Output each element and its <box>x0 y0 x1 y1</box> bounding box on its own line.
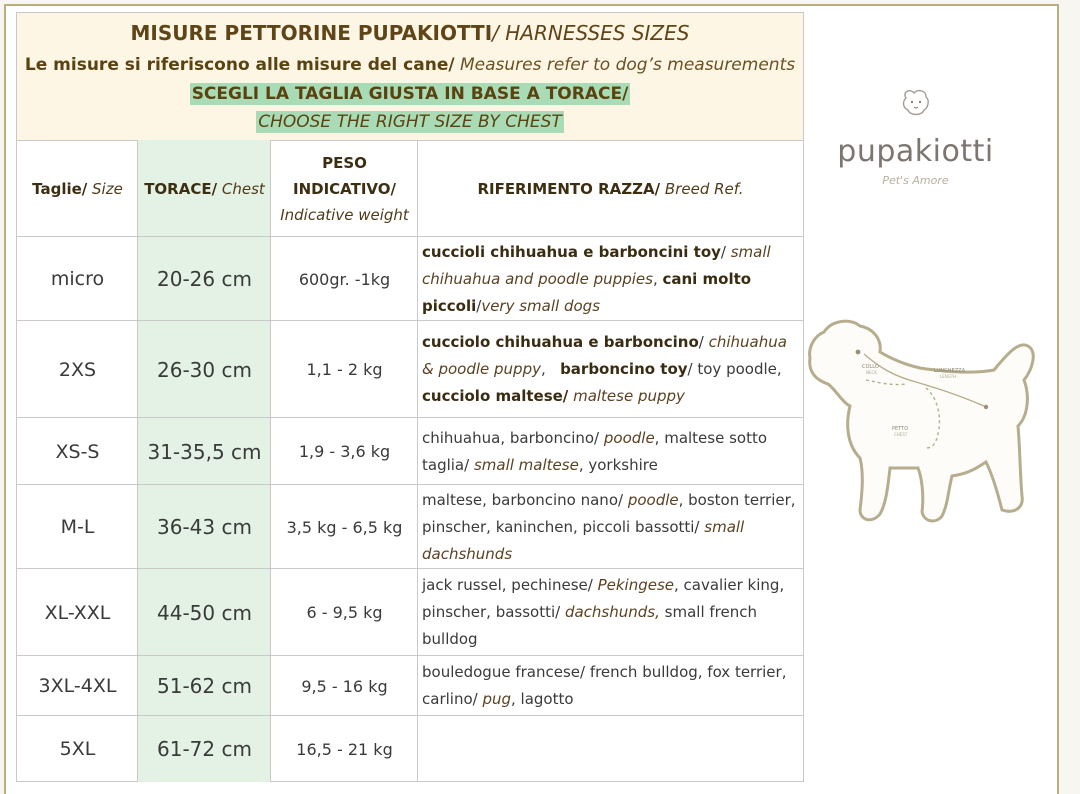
chest-cell: 26-30 cm <box>157 357 252 382</box>
breed-cell <box>418 716 803 782</box>
size-cell: M-L <box>60 516 95 538</box>
column-header-breed: RIFERIMENTO RAZZA/ Breed Ref. <box>477 179 744 198</box>
length-label-it: LUNGHEZZA <box>934 368 966 374</box>
weight-cell: 1,9 - 3,6 kg <box>298 442 391 461</box>
chest-label-en: CHEST <box>894 432 908 437</box>
weight-cell: 600gr. -1kg <box>298 269 391 289</box>
chest-cell: 61-72 cm <box>157 737 252 761</box>
column-header-size: Taglie/ Size <box>32 179 123 198</box>
chart-title: MISURE PETTORINE PUPAKIOTTI/ HARNESSES SIZES <box>130 21 690 45</box>
breed-cell: jack russel, pechinese/ Pekingese, cavalier king, pinscher, bassotti/ dachshunds, small french bulldog <box>422 576 789 648</box>
chest-cell: 51-62 cm <box>157 674 252 698</box>
column-header-chest: TORACE/ Chest <box>144 179 265 198</box>
column-divider <box>270 140 271 782</box>
neck-label-en: NECK <box>866 370 877 375</box>
size-cell: 2XS <box>58 358 97 381</box>
length-label-en: LENGTH <box>940 374 957 379</box>
brand-name: pupakiotti <box>837 134 994 169</box>
chest-cell: 44-50 cm <box>157 600 252 625</box>
chart-subtitle: Le misure si riferiscono alle misure del cane/ Measures refer to dog’s measurements <box>24 55 796 75</box>
choose-size-italian: SCEGLI LA TAGLIA GIUSTA IN BASE A TORACE/ <box>191 84 629 104</box>
size-cell: XS-S <box>55 440 100 463</box>
column-divider <box>417 140 418 782</box>
chest-cell: 20-26 cm <box>157 267 252 291</box>
chart-header <box>17 13 803 141</box>
weight-cell: 3,5 kg - 6,5 kg <box>286 517 403 537</box>
size-cell: micro <box>50 268 105 290</box>
breed-cell: bouledogue francese/ french bulldog, fox terrier, carlino/ pug, lagotto <box>422 663 792 708</box>
brand-tagline: Pet's Amore <box>882 174 949 187</box>
weight-cell: 16,5 - 21 kg <box>296 739 393 759</box>
breed-cell: cuccioli chihuahua e barboncini toy/ small chihuahua and poodle puppies, cani molto piccoli/very small dogs <box>422 242 776 315</box>
column-divider <box>137 140 138 782</box>
weight-cell: 1,1 - 2 kg <box>306 360 383 379</box>
choose-size-english: CHOOSE THE RIGHT SIZE BY CHEST <box>258 112 562 132</box>
weight-cell: 6 - 9,5 kg <box>306 603 383 622</box>
size-cell: XL-XXL <box>44 601 111 624</box>
size-cell: 3XL-4XL <box>38 675 117 697</box>
chest-cell: 36-43 cm <box>157 515 252 539</box>
breed-cell: maltese, barboncino nano/ poodle, boston terrier, pinscher, kaninchen, piccoli bassotti/ small dachshunds <box>422 490 801 563</box>
chest-label-it: PETTO <box>892 426 909 432</box>
size-cell: 5XL <box>59 738 96 760</box>
dog-measurement-diagram <box>806 318 1044 530</box>
dog-face-icon <box>898 86 934 122</box>
breed-cell: chihuahua, barboncino/ poodle, maltese sotto taglia/ small maltese, yorkshire <box>422 428 772 474</box>
weight-cell: 9,5 - 16 kg <box>301 676 388 696</box>
dog-outline <box>810 321 1034 521</box>
size-chart <box>16 12 804 782</box>
brand-logo <box>828 86 1003 196</box>
column-header-weight: PESO INDICATIVO/ Indicative weight <box>280 153 409 224</box>
neck-label-it: COLLO <box>862 364 879 370</box>
breed-cell: cucciolo chihuahua e barboncino/ chihuahua & poodle puppy, barboncino toy/ toy poodle, cucciolo maltese/ maltese puppy <box>422 333 792 405</box>
chest-cell: 31-35,5 cm <box>147 439 262 464</box>
